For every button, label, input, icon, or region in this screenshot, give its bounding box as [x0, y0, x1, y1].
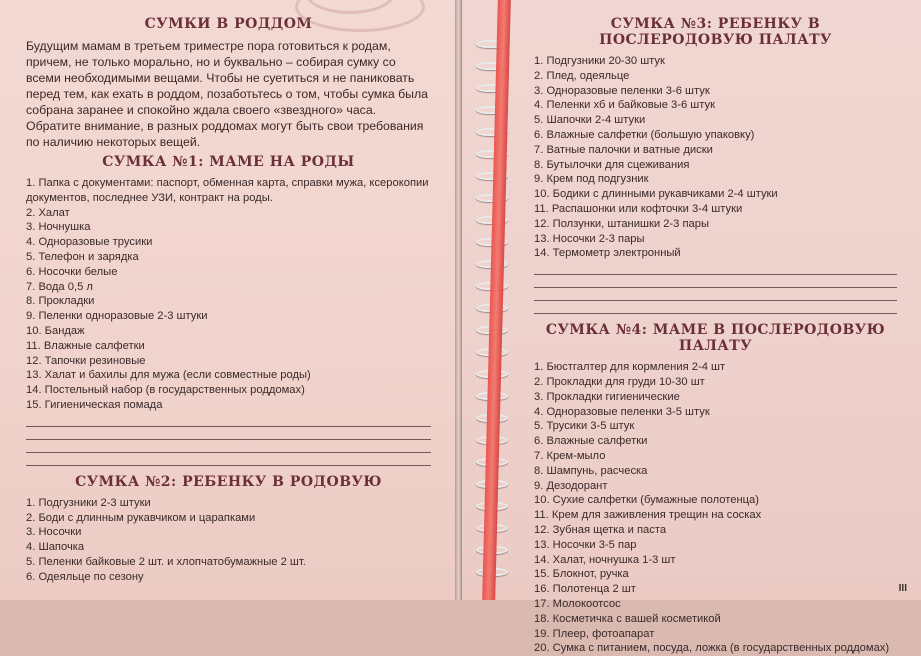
blank-line [534, 278, 897, 288]
list-item: 16. Полотенца 2 шт [534, 583, 636, 596]
list-item: 10. Сухие салфетки (бумажные полотенца) [534, 494, 759, 507]
left-page [0, 0, 455, 600]
list-item: 5. Трусики 3-5 штук [534, 420, 635, 433]
bag-1-list [26, 176, 431, 413]
list-item: 12. Ползунки, штанишки 2-3 пары [534, 217, 710, 230]
list-item: 18. Косметичка с вашей косметикой [534, 612, 721, 625]
list-item: 14. Термометр электронный [534, 247, 681, 260]
list-item: 2. Плед, одеяльце [534, 69, 630, 82]
list-item: 6. Влажные салфетки (большую упаковку) [534, 128, 755, 141]
list-item: 1. Папка с документами: паспорт, обменная карта, справки мужа, ксерокопии документов, последнее УЗИ, контракт на роды. [26, 177, 429, 204]
blank-line [26, 417, 431, 427]
list-item: 15. Гигиеническая помада [26, 398, 163, 411]
list-item: 17. Молокоотсос [534, 597, 621, 610]
list-item: 9. Дезодорант [534, 479, 608, 492]
blank-line [26, 430, 431, 440]
bag-4-title: СУМКА №4: МАМЕ В ПОСЛЕРОДОВУЮ ПАЛАТУ [545, 322, 886, 355]
intro-paragraph: Будущим мамам в третьем триместре пора готовиться к родам, причем, не только морально, но и буквально – собирая сумку со всеми необходимыми вещами. Чтобы не суетиться и не паниковать перед тем, как ехать в роддом, позаботьтесь о том, чтобы сумка была собрана заранее и спокойно ждала своего «звездного» часа. Обратите внимание, в разных роддомах могут быть свои требования по наличию некоторых вещей. [26, 39, 428, 149]
list-item: 4. Пеленки хб и байковые 3-6 штук [534, 99, 716, 112]
bag-2-list [26, 496, 431, 585]
bag-2-title: СУМКА №2: РЕБЕНКУ В РОДОВУЮ [75, 473, 382, 490]
list-item: 14. Халат, ночнушка 1-3 шт [534, 553, 676, 566]
list-item: 14. Постельный набор (в государственных роддомах) [26, 384, 305, 397]
list-item: 15. Блокнот, ручка [534, 568, 629, 581]
list-item: 13. Халат и бахилы для мужа (если совместные роды) [26, 369, 311, 382]
list-item: 7. Вода 0,5 л [26, 280, 93, 293]
list-item: 1. Подгузники 20-30 штук [534, 55, 665, 67]
list-item: 12. Зубная щетка и паста [534, 523, 667, 536]
list-item: 5. Шапочки 2-4 штуки [534, 114, 646, 127]
page-number: III [898, 583, 907, 594]
list-item: 4. Одноразовые трусики [26, 236, 153, 249]
blank-line [26, 443, 431, 453]
blank-line [534, 304, 897, 314]
page-gap [455, 0, 462, 600]
list-item: 8. Прокладки [26, 295, 95, 308]
list-item: 4. Шапочка [26, 541, 85, 554]
blank-line [534, 291, 897, 301]
right-page [462, 0, 921, 655]
list-item: 3. Носочки [26, 526, 82, 539]
bag-3-title: СУМКА №3: РЕБЕНКУ В ПОСЛЕРОДОВУЮ ПАЛАТУ [599, 16, 832, 48]
list-item: 1. Подгузники 2-3 штуки [26, 496, 151, 509]
list-item: 1. Бюстгалтер для кормления 2-4 шт [534, 361, 726, 374]
list-item: 9. Крем под подгузник [534, 173, 649, 186]
list-item: 20. Сумка с питанием, посуда, ложка (в государственных роддомах) [534, 642, 890, 655]
bag-1-title: СУМКА №1: МАМЕ НА РОДЫ [102, 154, 355, 170]
list-item: 19. Плеер, фотоапарат [534, 627, 655, 640]
list-item: 4. Одноразовые пеленки 3-5 штук [534, 405, 710, 418]
list-item: 8. Шампунь, расческа [534, 464, 648, 477]
list-item: 6. Носочки белые [26, 265, 118, 278]
list-item: 2. Халат [26, 206, 70, 219]
blank-lines [534, 265, 897, 314]
page-title: СУМКИ В РОДДОМ [144, 16, 313, 32]
bag-4-list [534, 360, 897, 656]
blank-line [26, 456, 431, 466]
list-item: 2. Боди с длинным рукавчиком и царапками [26, 511, 256, 524]
bag-3-list [534, 54, 897, 261]
list-item: 2. Прокладки для груди 10-30 шт [534, 375, 705, 388]
list-item: 11. Крем для заживления трещин на сосках [534, 509, 762, 522]
list-item: 13. Носочки 2-3 пары [534, 232, 645, 245]
list-item: 11. Влажные салфетки [26, 339, 145, 352]
list-item: 6. Одеяльце по сезону [26, 570, 144, 583]
list-item: 6. Влажные салфетки [534, 435, 648, 448]
list-item: 3. Одноразовые пеленки 3-6 штук [534, 84, 710, 97]
list-item: 7. Ватные палочки и ватные диски [534, 143, 713, 156]
list-item: 5. Телефон и зарядка [26, 250, 139, 263]
list-item: 13. Носочки 3-5 пар [534, 538, 637, 551]
list-item: 7. Крем-мыло [534, 449, 606, 462]
list-item: 10. Бандаж [26, 324, 85, 337]
list-item: 8. Бутылочки для сцеживания [534, 158, 690, 171]
list-item: 3. Ночнушка [26, 221, 91, 234]
list-item: 5. Пеленки байковые 2 шт. и хлопчатобумажные 2 шт. [26, 555, 306, 568]
list-item: 3. Прокладки гигиенические [534, 390, 680, 403]
list-item: 10. Бодики с длинными рукавчиками 2-4 штуки [534, 188, 778, 201]
blank-lines [26, 417, 431, 466]
blank-line [534, 265, 897, 275]
list-item: 11. Распашонки или кофточки 3-4 штуки [534, 202, 743, 215]
list-item: 12. Тапочки резиновые [26, 354, 146, 367]
list-item: 9. Пеленки одноразовые 2-3 штуки [26, 310, 208, 323]
